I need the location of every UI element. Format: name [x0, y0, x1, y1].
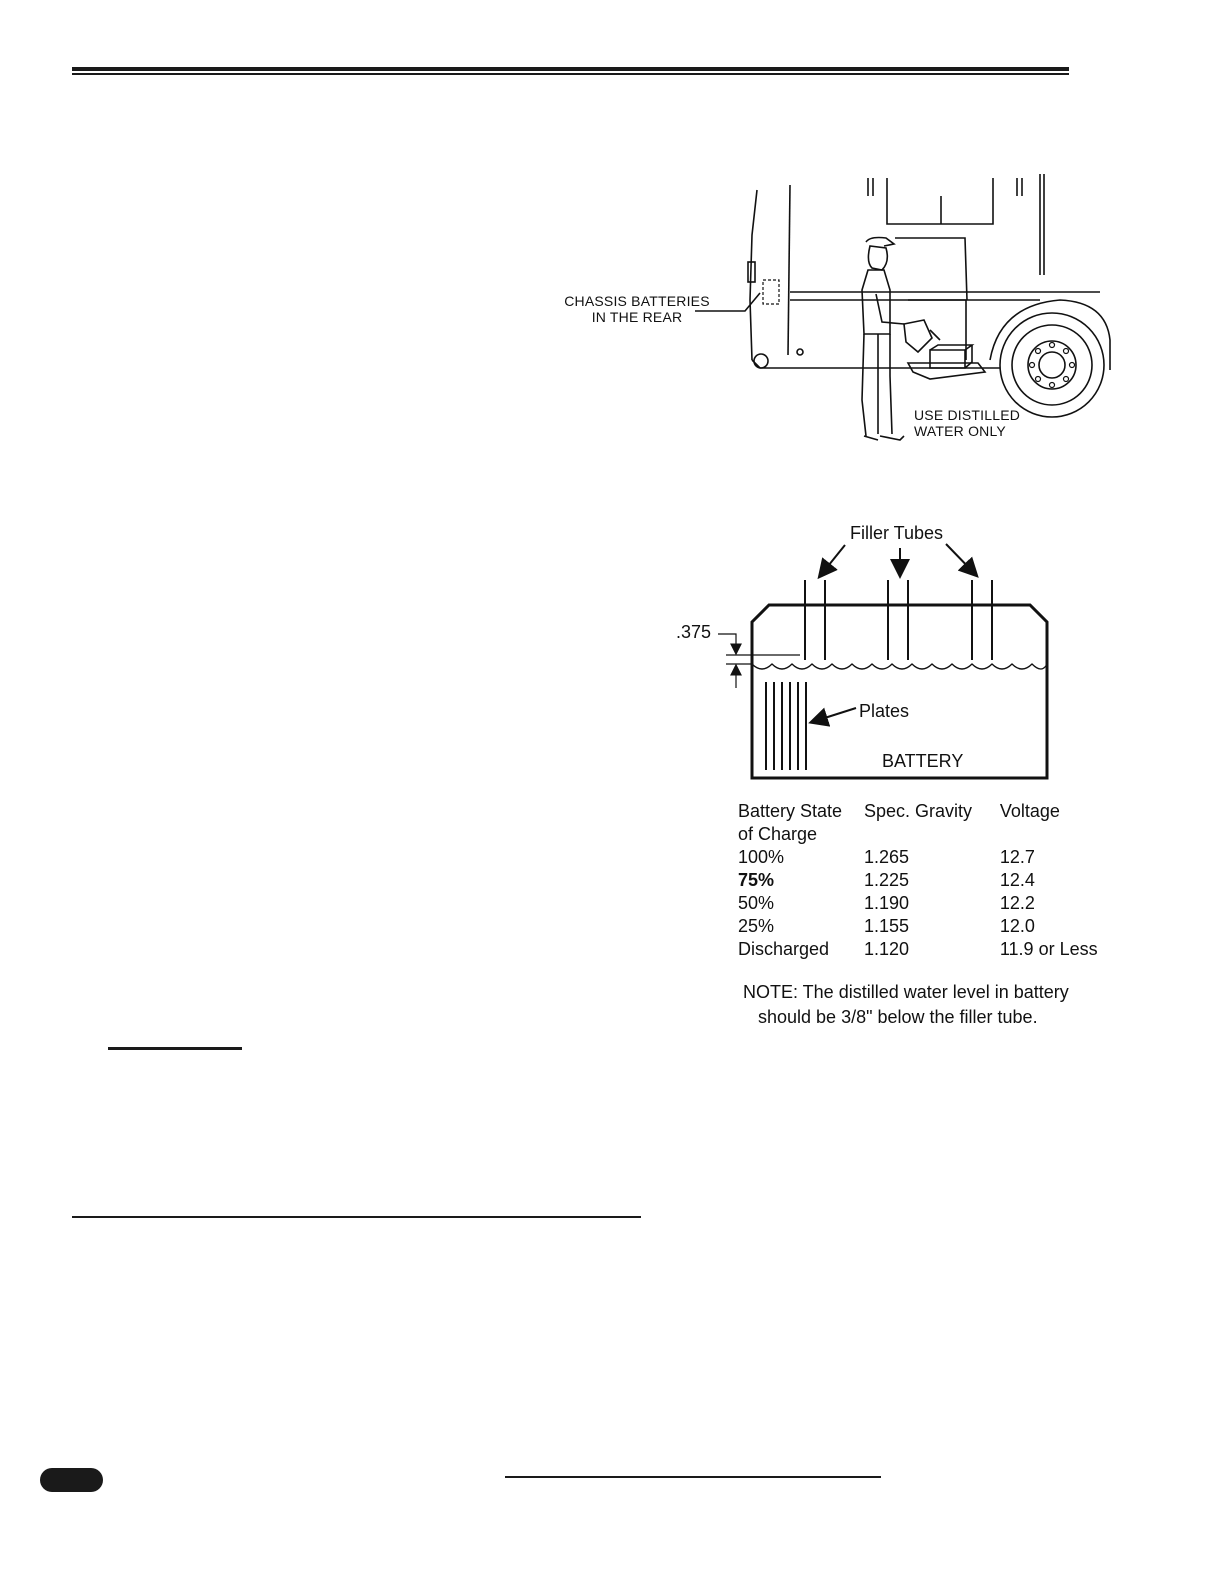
table-row	[738, 892, 1118, 915]
table-header-row	[738, 800, 1118, 823]
chassis-batteries-label	[552, 293, 722, 325]
table-header-row-2	[738, 823, 1118, 846]
table-row	[738, 846, 1118, 869]
header-voltage: Voltage	[999, 801, 1060, 821]
row-gravity: 1.265	[864, 847, 910, 867]
row-state: 100%	[738, 847, 785, 867]
table-row	[738, 915, 1118, 938]
distilled-water-label	[914, 407, 1020, 439]
header-rule-top	[72, 67, 1069, 71]
note-line2: should be 3/8" below the filler tube.	[758, 1007, 1038, 1027]
row-voltage: 12.2	[999, 893, 1035, 913]
page-number-tab	[40, 1468, 103, 1492]
header-state: Battery State	[738, 801, 843, 821]
plates-label: Plates	[859, 701, 910, 721]
charge-table	[738, 800, 1118, 961]
table-row	[738, 869, 1118, 892]
water-label-line1: USE DISTILLED	[914, 407, 1021, 423]
row-gravity: 1.190	[864, 893, 910, 913]
water-label-line2: WATER ONLY	[914, 423, 1006, 439]
filler-tubes-label: Filler Tubes	[850, 523, 944, 543]
header-state-line2: of Charge	[738, 824, 818, 844]
table-row	[738, 938, 1118, 961]
row-gravity: 1.120	[864, 939, 910, 959]
row-voltage: 11.9 or Less	[999, 939, 1098, 959]
note-line1: NOTE: The distilled water level in battery	[743, 982, 1069, 1002]
gap-dimension-label: .375	[676, 622, 712, 642]
row-voltage: 12.4	[999, 870, 1035, 890]
chassis-label-line2: IN THE REAR	[591, 309, 683, 325]
chassis-label-line1: CHASSIS BATTERIES	[564, 293, 710, 309]
row-voltage: 12.7	[999, 847, 1035, 867]
row-gravity: 1.225	[864, 870, 910, 890]
row-state: 75%	[738, 870, 775, 890]
section-underline	[108, 1047, 242, 1050]
header-gravity: Spec. Gravity	[864, 801, 973, 821]
row-gravity: 1.155	[864, 916, 910, 936]
distilled-water-note	[743, 980, 1069, 1030]
row-state: 50%	[738, 893, 775, 913]
row-state: 25%	[738, 916, 775, 936]
footer-rule	[505, 1476, 881, 1478]
battery-label: BATTERY	[882, 751, 964, 771]
row-voltage: 12.0	[999, 916, 1035, 936]
row-state: Discharged	[738, 939, 830, 959]
header-rule-bottom	[72, 73, 1069, 75]
battery-diagram	[660, 515, 1100, 790]
divider-rule	[72, 1216, 641, 1218]
